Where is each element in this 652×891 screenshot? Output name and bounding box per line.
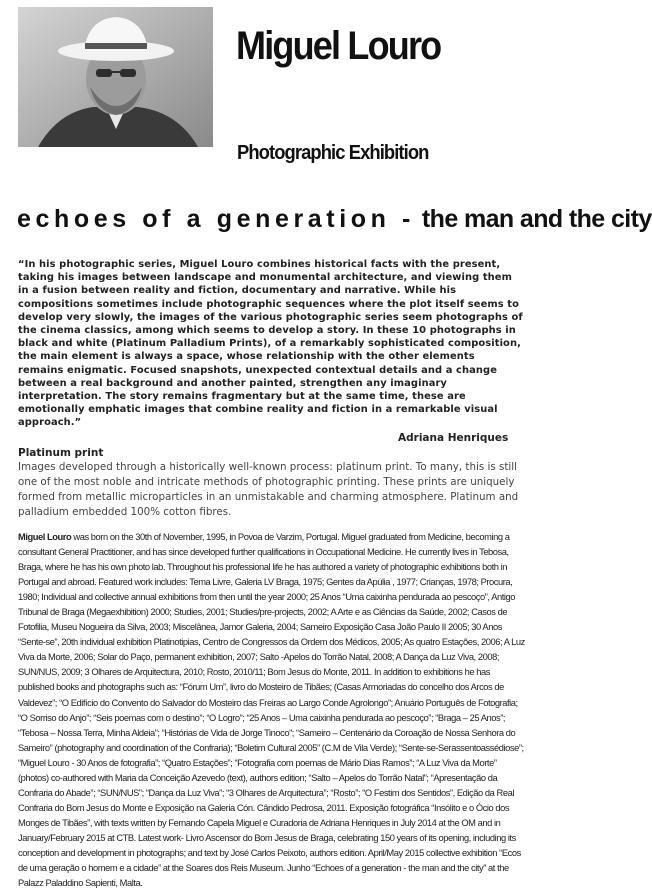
exhibition-title <box>17 205 652 234</box>
biography-text: was born on the 30th of November, 1995, in Povoa de Varzim, Portugal. Miguel graduated from Medicine, becoming a consultant General Practitioner, and has since developed further qualifications in Occupational Medicine. He currently lives in Tebosa, Braga, where he has his own photo lab. Throughout his professional life he has authored a variety of photographic exhibitions both in Portugal and abroad. Featured work includes: Tema Livre, Galeria LV Braga, 1975; Gentes da Apúlia , 1977; Crianças, 1978; Procura, 1980; Individual and collective annual exhibitions from then until the year 2000; 25 Anos “Uma caixinha pendurada ao pescoço”, Antigo Tribunal de Braga (Megaexhibition) 2000; Studies, 2001; Studies/pre-projects, 2002; A Arte e as Ciências da Saúde, 2002; Casos de Fotofilia, Museu Nogueira da Silva, 2003; Miscelânea, Jamor Galeria, 2004; Sameiro Exposição Casa João Paulo II 2005; 30 Anos “Sente-se”, 20th individual exhibition Platinotipias, Centro de Congressos da Ordem dos Médicos, 2005; As quatro Estações, 2006; A Luz Viva da Morte, 2006; Solar do Paço, permanent exhibition, 2007; Salto -Apelos do Torrão Natal, 2008; A Dança da Luz Viva, 2008; SUN/NUS, 2009; 3 Olhares de Arquitectura, 2010; Rosto, 2010/11; Bom Jesus do Monte, 2011. In addition to exhibitions he has published books and photographs such as: “Fórum Um”, livro do Mosteiro de Tibães; (Casas Armoriadas do concelho dos Arcos de Valdevez”; “O Edifício do Convento do Salvador do Mosteiro das Freiras ao Largo Conde Agrolongo”; Anuário Português de Fotografia; “O Sorriso do Anjo”; “Seis poemas com o destino”; “O Logro”; “25 Anos – Uma caixinha pendurada ao pescoço”; “Braga – 25 Anos”; “Tebosa – Nossa Terra, Minha Aldeia”; “Histórias de Vida de Jorge Tinoco”; “Sameiro – Centenário da Coroação de Nossa Senhora do Sameiro” (photography and coordination of the Confraria); “Boletim Cultural 2005” (C.M de Vila Verde); “Sente-se-Serassentoassédiose”; “Miguel Louro - 30 Anos de fotografia”; “Quatro Estações”; “Fotografia com poemas de Mário Dias Ramos”; “A Luz Viva da Morte” (photos) co-authored with Maria da Conceição Azevedo (text), authors edition; “Salto – Apelos do Torrão Natal”; “Apresentação da Confraria do Abade”; “SUN/NUS”; “Dança da Luz Viva”; “3 Olhares de Arquitectura”; “Rosto”; “O Festim dos Sentidos”, Edição da Real Confraria do Bom Jesus do Monte e Exposição na Galeria Cón. Cândido Pedrosa, 2011. Exposição fotográfica “Insólito e o Ócio dos Monges de Tibães”, with texts written by Fernando Capela Miguel e Curadoria de Adriana Henriques in July 2014 at the OM and in January/February 2015 at CTB. Latest work- Livro Ascensor do Bom Jesus de Braga, celebrating 150 years of its opening, including its conception and development in photographs; and text by José Carlos Peixoto, authors edition. April/May 2015 collective exhibition “Ecos de uma geração o homem e a cidade” at the Soares dos Reis Museum. Junho “Echoes of a generation - the man and the city” at the Palazz Paladdino Sapienti, Malta. <box>18 532 525 889</box>
exhibition-label: Photographic Exhibition <box>237 142 429 164</box>
exhibition-title-part1: echoes of a generation - <box>17 205 415 233</box>
critic-quote: “In his photographic series, Miguel Louro combines historical facts with the present, taking his images between landscape and monumental architecture, and viewing them in a fusion between reality and fiction, documentary and narrative. While his compositions sometimes include photographic sequences where the plot itself seems to develop very slowly, the images of the various photographic series seem photographs of the cinema classics, among which seems to develop a story. In these 10 photographs in black and white (Platinum Palladium Prints), of a remarkably sophisticated composition, the main element is always a space, whose relationship with the other elements remains enigmatic. Focused snapshots, unexpected contextual details and a change between a real background and another painted, strengthen any imaginary interpretation. The story remains fragmentary but at the same time, these are emotionally emphatic images that combine reality and fiction in a remarkable visual approach.” <box>18 259 523 429</box>
platinum-print-heading: Platinum print <box>18 447 104 459</box>
artist-name: Miguel Louro <box>236 24 441 68</box>
exhibition-title-part2: the man and the city <box>421 205 652 233</box>
biography <box>18 530 528 891</box>
quote-author: Adriana Henriques <box>398 432 509 444</box>
portrait-image <box>18 7 213 147</box>
biography-name: Miguel Louro <box>18 532 72 542</box>
portrait-photo <box>18 7 213 147</box>
platinum-print-text: Images developed through a historically well-known process: platinum print. To many, this is still one of the most noble and intricate methods of photographic printing. These prints are uniquely formed from metallic microparticles in an unmistakable and charming atmosphere. Platinum and palladium embedded 100% cotton fibres. <box>18 461 519 518</box>
